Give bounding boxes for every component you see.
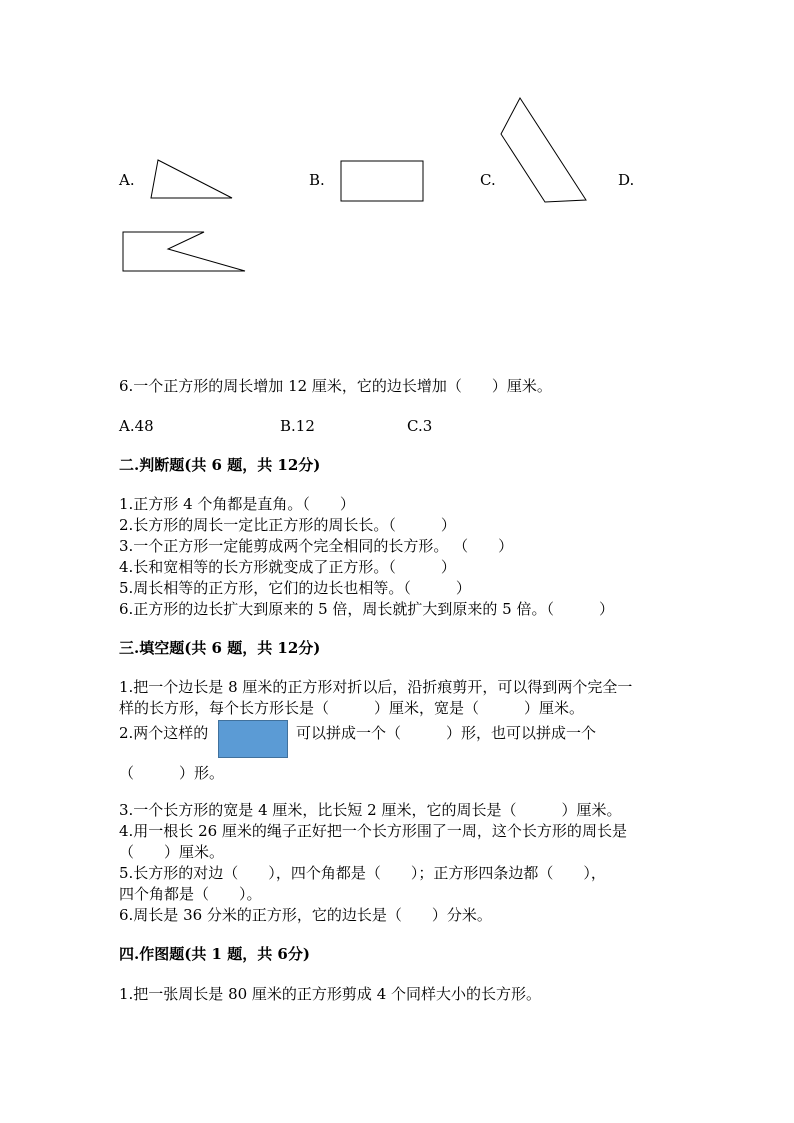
triangle-shape xyxy=(150,158,234,200)
section-3-item-2-suffix: 可以拼成一个（ ）形，也可以拼成一个 xyxy=(296,724,597,742)
section-3-item-4-line-2: （ ）厘米。 xyxy=(119,843,225,861)
section-2-item-5: 5.周长相等的正方形，它们的边长也相等。（ ） xyxy=(119,579,471,597)
section-4-title: 四.作图题(共 1 题，共 6分) xyxy=(119,945,310,963)
section-2-item-2: 2.长方形的周长一定比正方形的周长长。（ ） xyxy=(119,516,456,534)
section-2-item-6: 6.正方形的边长扩大到原来的 5 倍，周长就扩大到原来的 5 倍。（ ） xyxy=(119,600,614,618)
section-2-item-3: 3.一个正方形一定能剪成两个完全相同的长方形。 （ ） xyxy=(119,537,514,555)
question-6-text: 6.一个正方形的周长增加 12 厘米，它的边长增加（ ）厘米。 xyxy=(119,377,552,395)
section-3-title: 三.填空题(共 6 题，共 12分) xyxy=(119,639,321,657)
section-3-item-5-line-2: 四个角都是（ ）。 xyxy=(119,885,262,903)
option-d-label: D. xyxy=(618,171,635,189)
section-2-title: 二.判断题(共 6 题，共 12分) xyxy=(119,456,321,474)
section-2-item-4: 4.长和宽相等的长方形就变成了正方形。（ ） xyxy=(119,558,456,576)
section-3-item-2-line-2: （ ）形。 xyxy=(119,764,225,782)
option-a-label: A. xyxy=(119,171,135,189)
option-b-label: B. xyxy=(309,171,325,189)
section-3-item-1-line-1: 1.把一个边长是 8 厘米的正方形对折以后，沿折痕剪开，可以得到两个完全一 xyxy=(119,678,633,696)
section-4-item-1: 1.把一张周长是 80 厘米的正方形剪成 4 个同样大小的长方形。 xyxy=(119,985,542,1003)
section-3-item-4-line-1: 4.用一根长 26 厘米的绳子正好把一个长方形围了一周，这个长方形的周长是 xyxy=(119,822,627,840)
section-3-item-5-line-1: 5.长方形的对边（ ），四个角都是（ ）；正方形四条边都（ ）， xyxy=(119,864,606,882)
question-6-option-b: B.12 xyxy=(280,417,315,435)
question-6-option-a: A.48 xyxy=(119,417,154,435)
section-3-item-6: 6.周长是 36 分米的正方形，它的边长是（ ）分米。 xyxy=(119,906,492,924)
section-3-item-2-prefix: 2.两个这样的 xyxy=(119,724,209,742)
option-c-label: C. xyxy=(480,171,496,189)
question-6-option-c: C.3 xyxy=(407,417,433,435)
notched-pentagon-shape xyxy=(122,231,248,273)
blue-rectangle-figure xyxy=(218,720,288,758)
rectangle-shape xyxy=(340,160,425,203)
section-2-item-1: 1.正方形 4 个角都是直角。（ ） xyxy=(119,495,355,513)
trapezoid-shape xyxy=(500,96,590,204)
section-3-item-3: 3.一个长方形的宽是 4 厘米，比长短 2 厘米，它的周长是（ ）厘米。 xyxy=(119,801,622,819)
section-3-item-1-line-2: 样的长方形，每个长方形长是（ ）厘米，宽是（ ）厘米。 xyxy=(119,699,585,717)
